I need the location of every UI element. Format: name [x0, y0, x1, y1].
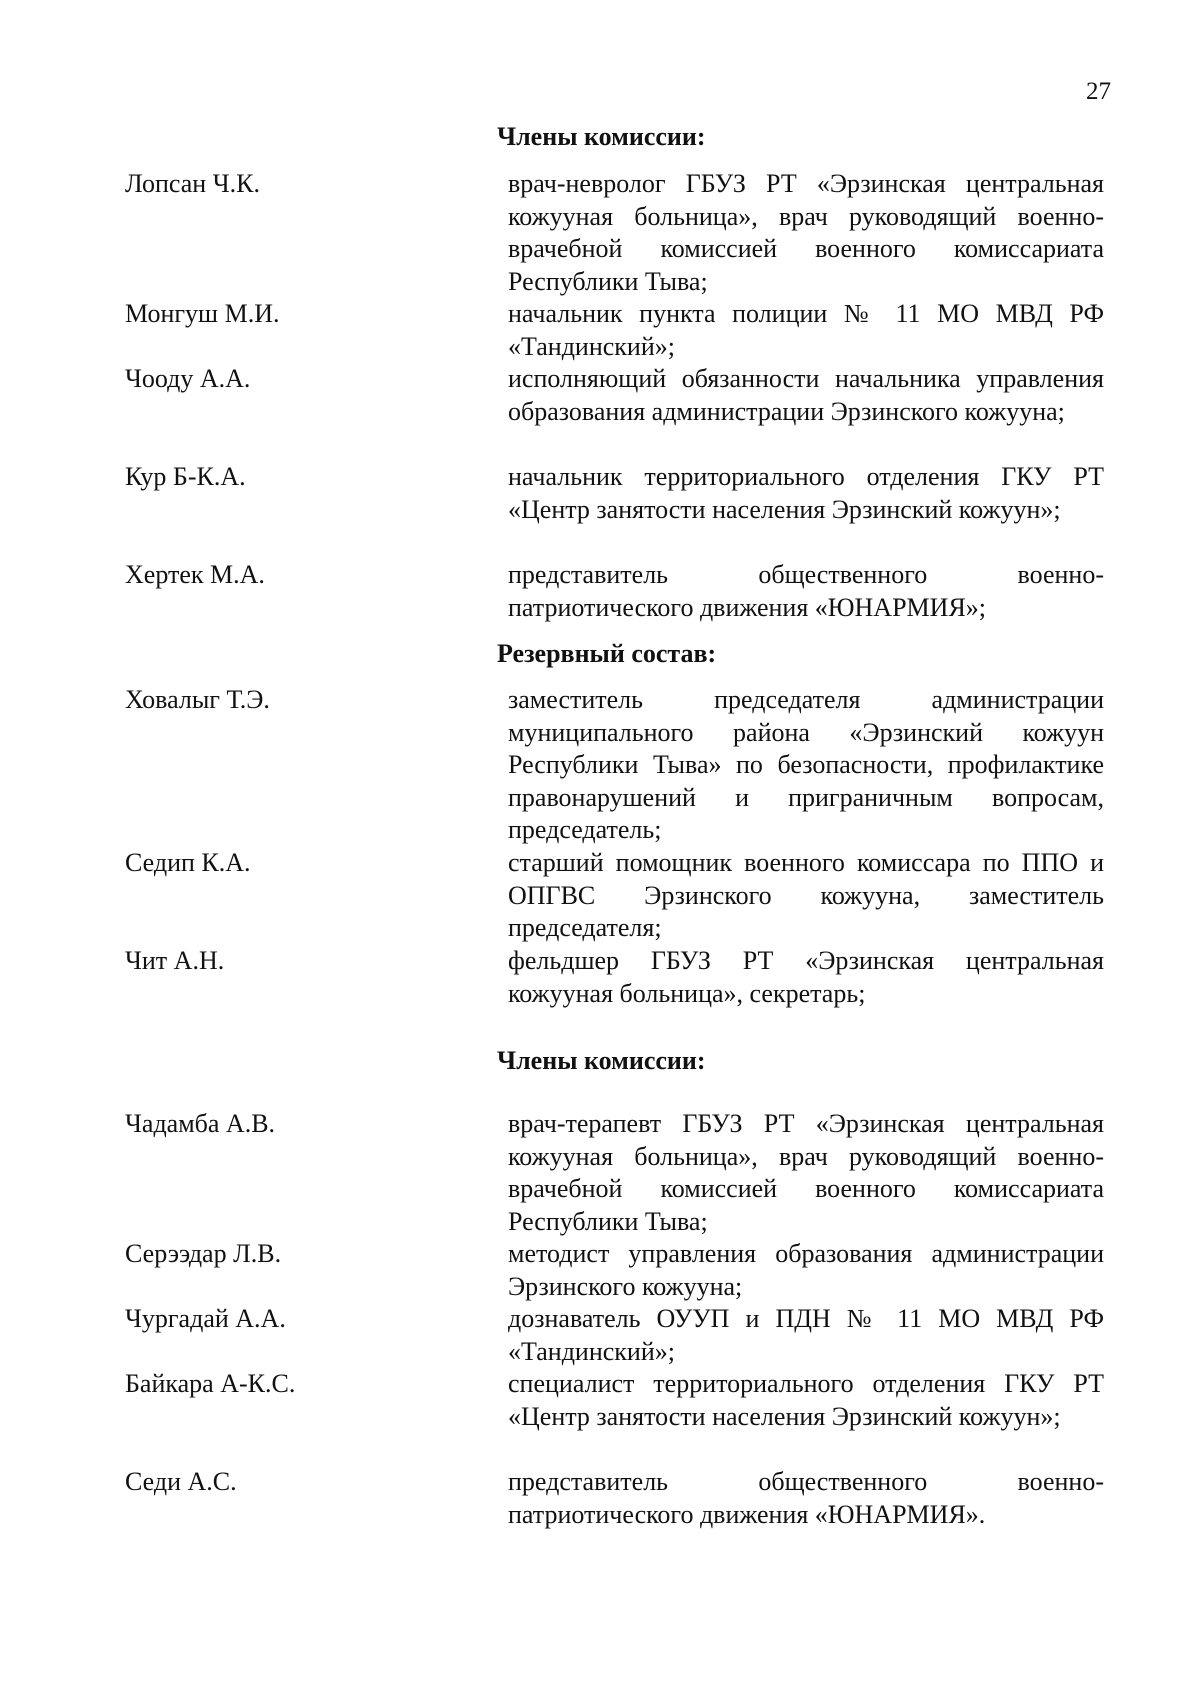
- member-role: исполняющий обязанности начальника управления образования администрации Эрзинского кожууна;: [508, 364, 1104, 426]
- member-role: заместитель председателя администрации муниципального района «Эрзинский кожуун Республики Тыва» по безопасности, профилактике правонарушений и приграничным вопросам, председатель;: [508, 685, 1104, 845]
- member-name: Седип К.А.: [125, 848, 251, 877]
- section-heading: Члены комиссии:: [497, 1046, 706, 1075]
- member-role: врач-невролог ГБУЗ РТ «Эрзинская центральная кожууная больница», врач руководящий военно-врачебной комиссией военного комиссариата Республики Тыва;: [508, 169, 1104, 296]
- member-name: Серээдар Л.В.: [125, 1239, 282, 1268]
- member-name: Чит А.Н.: [125, 946, 225, 975]
- member-role: методист управления образования администрации Эрзинского кожууна;: [508, 1239, 1104, 1301]
- member-role: представитель общественного военно-патриотического движения «ЮНАРМИЯ»;: [508, 560, 1104, 622]
- member-name: Седи А.С.: [125, 1467, 237, 1496]
- member-name: Лопсан Ч.К.: [125, 169, 260, 198]
- member-role: старший помощник военного комиссара по ППО и ОПГВС Эрзинского кожууна, заместитель председателя;: [508, 848, 1104, 943]
- member-role: начальник пункта полиции № 11 МО МВД РФ «Тандинский»;: [508, 299, 1104, 361]
- member-name: Ховалыг Т.Э.: [125, 685, 270, 714]
- member-role: фельдшер ГБУЗ РТ «Эрзинская центральная кожууная больница», секретарь;: [508, 946, 1104, 1008]
- member-role: дознаватель ОУУП и ПДН № 11 МО МВД РФ «Тандинский»;: [508, 1304, 1104, 1366]
- member-role: представитель общественного военно-патриотического движения «ЮНАРМИЯ».: [508, 1467, 1104, 1529]
- member-name: Монгуш М.И.: [125, 299, 280, 328]
- member-name: Чадамба А.В.: [125, 1109, 276, 1138]
- member-role: врач-терапевт ГБУЗ РТ «Эрзинская центральная кожууная больница», врач руководящий военно-врачебной комиссией военного комиссариата Республики Тыва;: [508, 1109, 1104, 1236]
- section-heading: Резервный состав:: [497, 639, 717, 668]
- member-role: специалист территориального отделения ГКУ РТ «Центр занятости населения Эрзинский кожуун»;: [508, 1369, 1104, 1431]
- member-name: Чургадай А.А.: [125, 1304, 286, 1333]
- member-name: Хертек М.А.: [125, 560, 265, 589]
- member-name: Кур Б-К.А.: [125, 462, 246, 491]
- section-heading: Члены комиссии:: [497, 122, 706, 151]
- page-number: 27: [1086, 78, 1111, 105]
- member-name: Чооду А.А.: [125, 364, 251, 393]
- member-name: Байкара А-К.С.: [125, 1369, 296, 1398]
- member-role: начальник территориального отделения ГКУ РТ «Центр занятости населения Эрзинский кожуун»;: [508, 462, 1104, 524]
